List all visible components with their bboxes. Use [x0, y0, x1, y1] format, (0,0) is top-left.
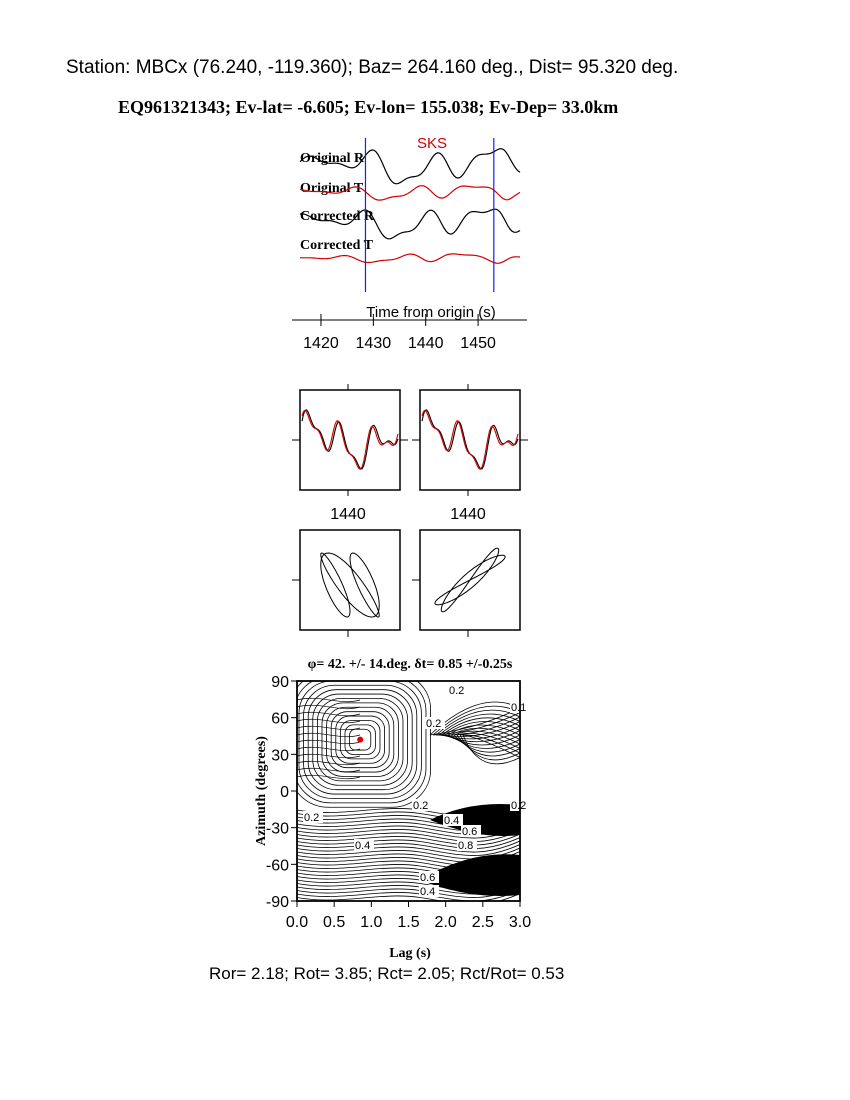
- particle-motion-corrected: [435, 548, 505, 612]
- contour-label: 0.6: [462, 826, 478, 838]
- contour-label: 0.2: [304, 812, 320, 824]
- grid-y-tick-label: 30: [271, 747, 289, 765]
- grid-x-tick-label: 0.0: [285, 914, 309, 931]
- contour-line: [297, 740, 360, 743]
- contour-line: [297, 733, 360, 736]
- contour-label: 0.2: [426, 718, 442, 730]
- grid-x-tick-label: 2.0: [434, 914, 457, 931]
- energy-ratios-line: Ror= 2.18; Rot= 3.85; Rct= 2.05; Rct/Rot= 0.53: [209, 964, 565, 983]
- grid-y-tick-label: -60: [265, 857, 289, 875]
- grid-x-tick-label: 2.5: [471, 914, 494, 931]
- trace-label-original-t: Original T: [300, 181, 364, 196]
- contour-label: 0.2: [511, 800, 527, 812]
- corrected-waveform-t: [422, 410, 518, 469]
- trace-label-corrected-r: Corrected R: [300, 209, 374, 224]
- station-info-line: Station: MBCx (76.240, -119.360); Baz= 264.160 deg., Dist= 95.320 deg.: [66, 57, 679, 78]
- contour-label: 0.4: [420, 886, 436, 898]
- grid-x-tick-label: 1.0: [360, 914, 383, 931]
- grid-y-tick-label: 60: [271, 710, 289, 728]
- time-tick-label: 1440: [407, 335, 444, 352]
- grid-y-tick-label: -30: [265, 820, 289, 838]
- grid-y-axis-label: Azimuth (degrees): [254, 736, 269, 846]
- event-info-line: EQ961321343; Ev-lat= -6.605; Ev-lon= 155.038; Ev-Dep= 33.0km: [118, 97, 619, 117]
- best-fit-marker: [357, 737, 363, 743]
- time-axis-label: Time from origin (s): [366, 304, 496, 321]
- phase-label-sks: SKS: [416, 135, 448, 152]
- waveform-tick-label-corrected: 1440: [450, 506, 486, 523]
- original-waveform-t: [302, 410, 398, 469]
- waveform-box-corrected: [420, 390, 520, 490]
- trace-corrected-t: [300, 254, 520, 263]
- contour-line: [297, 754, 360, 757]
- trace-label-corrected-t: Corrected T: [300, 238, 373, 253]
- energy-grid-panel: [254, 657, 531, 961]
- waveform-comparison: [292, 384, 528, 523]
- contour-line: [297, 712, 360, 715]
- contour-line: [297, 726, 360, 729]
- grid-x-axis-label: Lag (s): [389, 946, 431, 961]
- waveform-box-original: [300, 390, 400, 490]
- particle-motion: [292, 530, 520, 637]
- contour-label: 0.4: [444, 815, 460, 827]
- grid-x-tick-label: 0.5: [323, 914, 346, 931]
- waveform-tick-label-original: 1440: [330, 506, 366, 523]
- grid-y-tick-label: 90: [271, 674, 289, 691]
- contour-label: 0.8: [458, 840, 474, 852]
- grid-y-tick-label: 0: [280, 784, 289, 801]
- time-tick-label: 1430: [355, 335, 392, 352]
- contour-label: 0.1: [511, 702, 527, 714]
- contour-label: 0.6: [420, 872, 436, 884]
- time-tick-label: 1450: [460, 335, 496, 352]
- grid-y-tick-label: -90: [265, 894, 289, 911]
- contour-label: 0.2: [413, 800, 429, 812]
- particle-motion-box-original: [300, 530, 400, 630]
- trace-label-original-r: Original R: [300, 151, 365, 166]
- time-tick-label: 1420: [303, 335, 339, 352]
- original-waveform-r: [302, 410, 398, 469]
- contour-label: 0.2: [449, 685, 465, 697]
- contour-line: [297, 719, 360, 722]
- grid-x-tick-label: 1.5: [397, 914, 420, 931]
- contour-label: 0.4: [355, 840, 371, 852]
- grid-x-tick-label: 3.0: [508, 914, 532, 931]
- corrected-waveform-r: [422, 410, 518, 469]
- particle-motion-original: [321, 553, 379, 617]
- seismogram-panel: [292, 135, 527, 352]
- grid-title: φ= 42. +/- 14.deg. δt= 0.85 +/-0.25s: [307, 657, 513, 672]
